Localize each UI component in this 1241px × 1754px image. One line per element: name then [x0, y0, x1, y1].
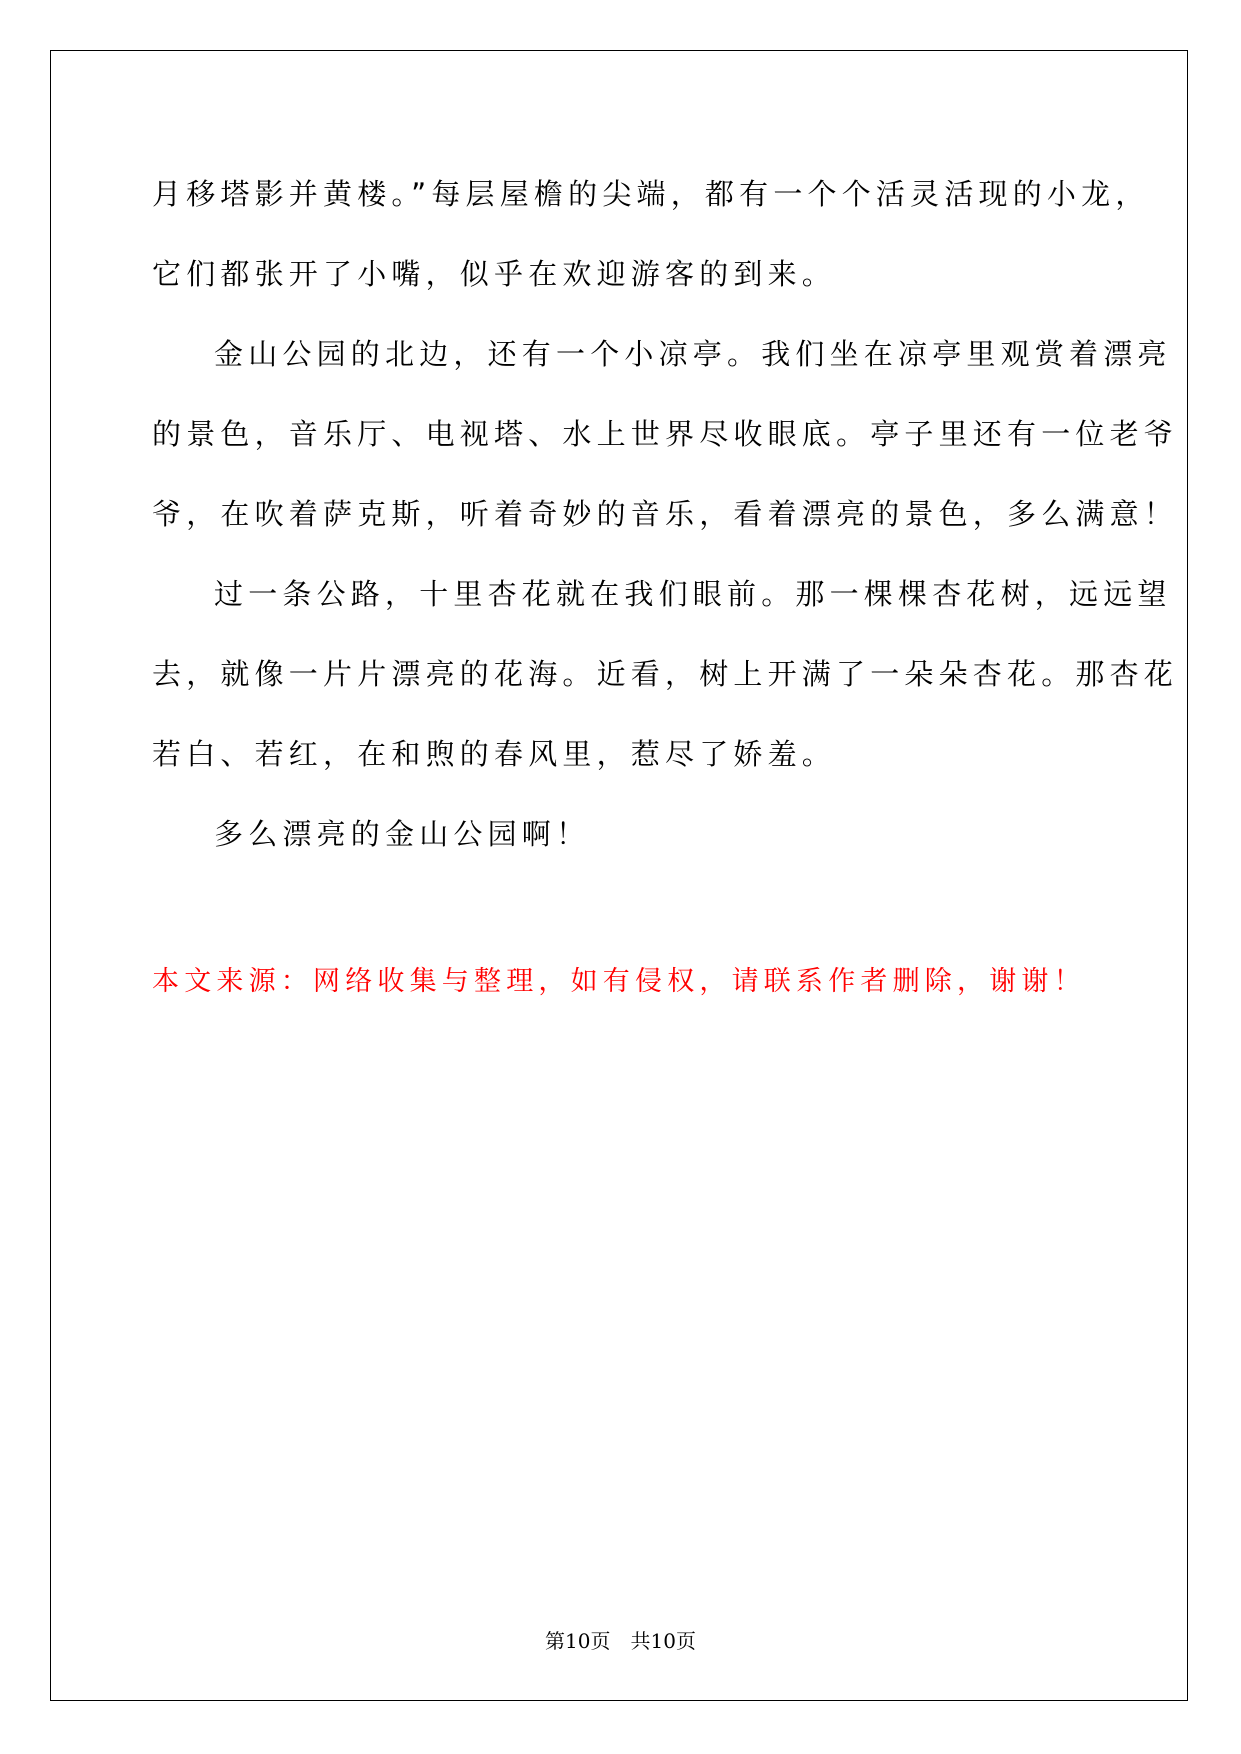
page-total: 共10页 [630, 1629, 696, 1653]
body-line: 金山公园的北边，还有一个小凉亭。我们坐在凉亭里观赏着漂亮 [214, 337, 1172, 371]
body-line: 若白、若红，在和煦的春风里，惹尽了娇羞。 [152, 737, 837, 771]
page-footer [0, 1626, 1241, 1656]
source-note: 本文来源：网络收集与整理，如有侵权，请联系作者删除，谢谢！ [152, 966, 1086, 997]
document-body [152, 154, 1179, 874]
body-line: 它们都张开了小嘴，似乎在欢迎游客的到来。 [152, 257, 837, 291]
body-line: 过一条公路，十里杏花就在我们眼前。那一棵棵杏花树，远远望 [214, 577, 1172, 611]
body-line: 的景色，音乐厅、电视塔、水上世界尽收眼底。亭子里还有一位老爷 [152, 417, 1179, 451]
body-line: 去，就像一片片漂亮的花海。近看，树上开满了一朵朵杏花。那杏花 [152, 657, 1179, 691]
body-line: 月移塔影并黄楼。”每层屋檐的尖端，都有一个个活灵活现的小龙， [152, 177, 1150, 211]
body-line: 爷，在吹着萨克斯，听着奇妙的音乐，看着漂亮的景色，多么满意！ [152, 497, 1179, 531]
page-number: 第10页 [545, 1629, 611, 1653]
body-line: 多么漂亮的金山公园啊！ [214, 817, 591, 851]
